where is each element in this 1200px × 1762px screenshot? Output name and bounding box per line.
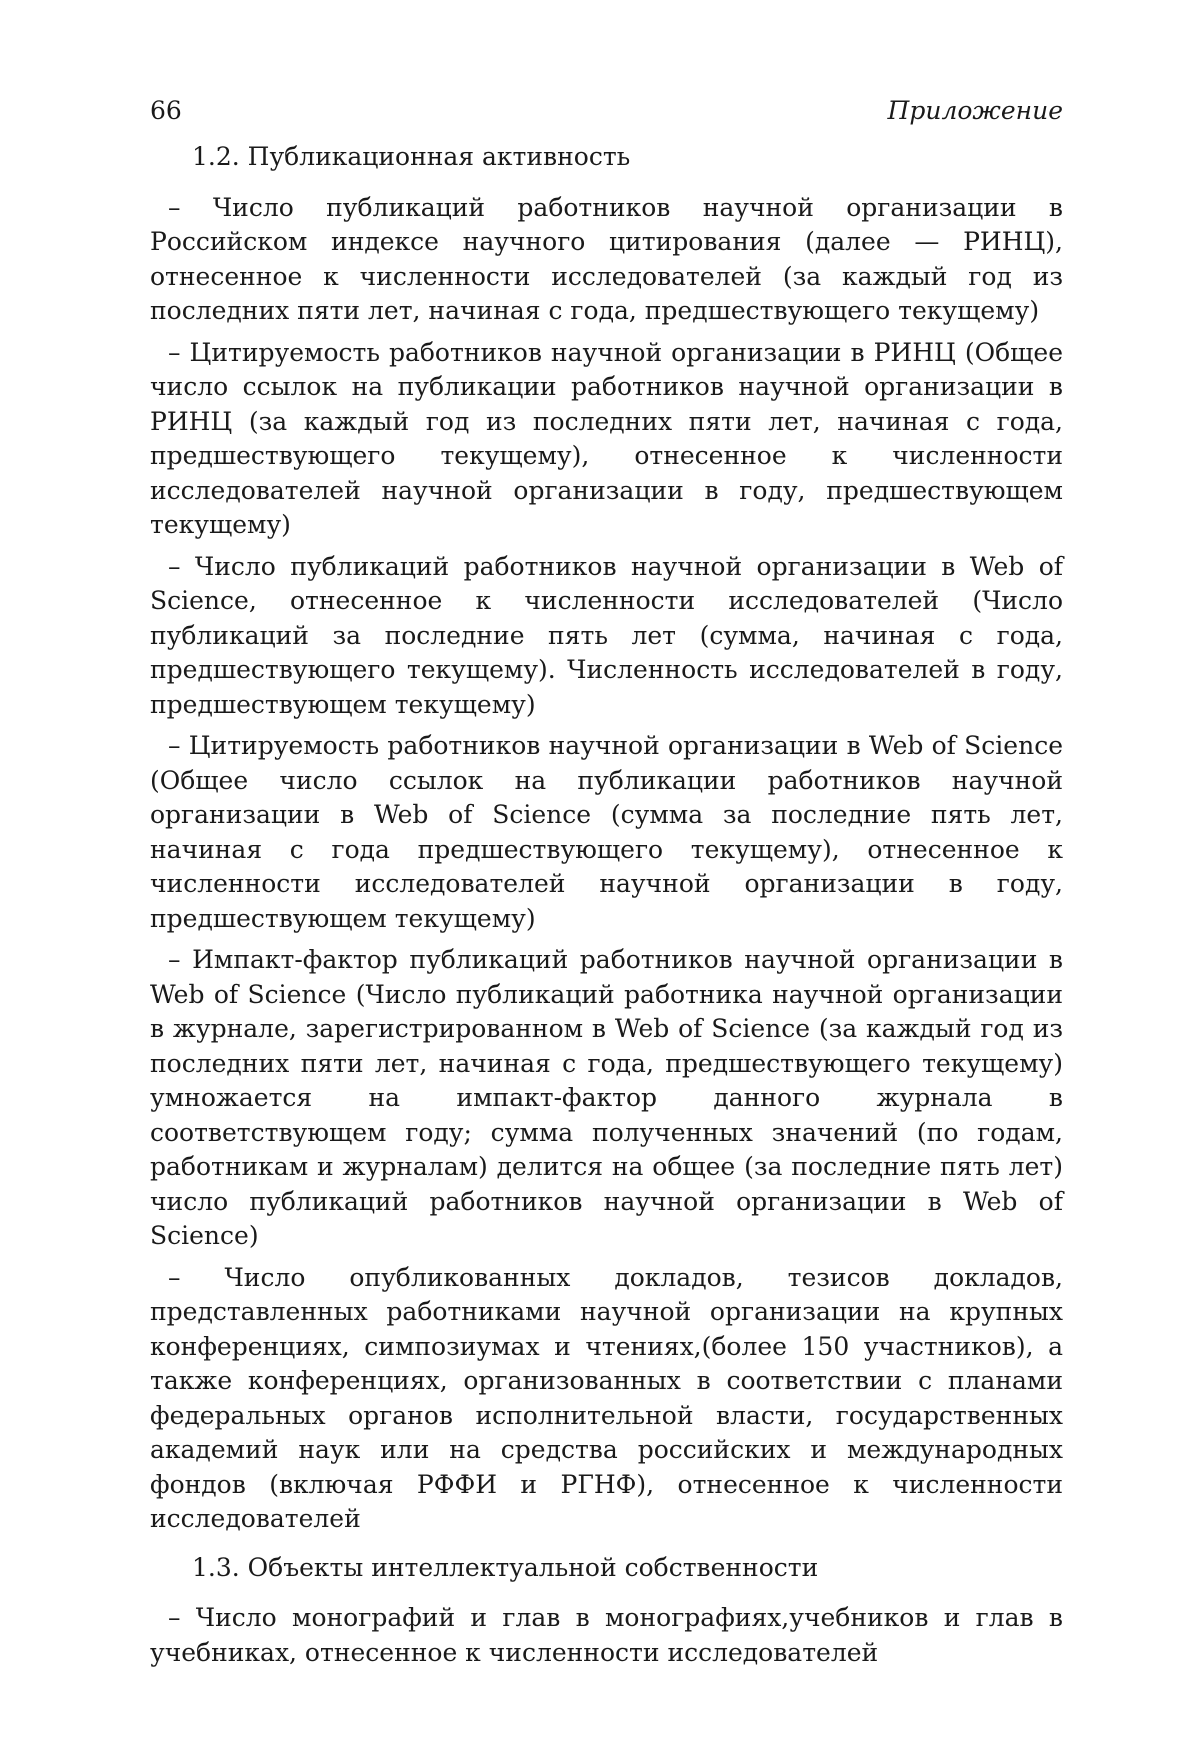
paragraph-wos-citations: – Цитируемость работников научной организации в Web of Science (Общее число ссылок на публикации работников научной организации в Web of Science (сумма за последние пять лет, начиная с года предшествующего текущему), отнесенное к численности исследователей научной организации в году, предшествующем текущему): [150, 729, 1063, 936]
paragraph-wos-publications: – Число публикаций работников научной организации в Web of Science, отнесенное к численности исследователей (Число публикаций за последние пять лет (сумма, начиная с года, предшествующего текущему). Численность исследователей в году, предшествующем текущему): [150, 550, 1063, 723]
running-title: Приложение: [888, 94, 1063, 128]
paragraph-wos-impact-factor: – Импакт-фактор публикаций работников научной организации в Web of Science (Число публикаций работника научной организации в журнале, зарегистрированном в Web of Science (за каждый год из последних пяти лет, начиная с года, предшествующего текущему) умножается на импакт-фактор данного журнала в соответствующем году; сумма полученных значений (по годам, работникам и журналам) делится на общее (за последние пять лет) число публикаций работников научной организации в Web of Science): [150, 943, 1063, 1254]
section-heading-publication-activity: 1.2. Публикационная активность: [150, 140, 1063, 175]
page-number: 66: [150, 94, 182, 128]
paragraph-monographs: – Число монографий и глав в монографиях,учебников и глав в учебниках, отнесенное к численности исследователей: [150, 1601, 1063, 1670]
running-head: [150, 94, 1063, 128]
paragraph-conference-reports: – Число опубликованных докладов, тезисов докладов, представленных работниками научной организации на крупных конференциях, симпозиумах и чтениях,(более 150 участников), а также конференциях, организованных в соответствии с планами федеральных органов исполнительной власти, государственных академий наук или на средства российских и международных фондов (включая РФФИ и РГНФ), отнесенное к численности исследователей: [150, 1261, 1063, 1537]
document-page: [150, 94, 1063, 1677]
section-heading-intellectual-property: 1.3. Объекты интеллектуальной собственности: [150, 1551, 1063, 1586]
paragraph-rinc-citations: – Цитируемость работников научной организации в РИНЦ (Общее число ссылок на публикации работников научной организации в РИНЦ (за каждый год из последних пяти лет, начиная с года, предшествующего текущему), отнесенное к численности исследователей научной организации в году, предшествующем текущему): [150, 336, 1063, 543]
paragraph-rinc-publications: – Число публикаций работников научной организации в Российском индексе научного цитирования (далее — РИНЦ), отнесенное к численности исследователей (за каждый год из последних пяти лет, начиная с года, предшествующего текущему): [150, 191, 1063, 329]
